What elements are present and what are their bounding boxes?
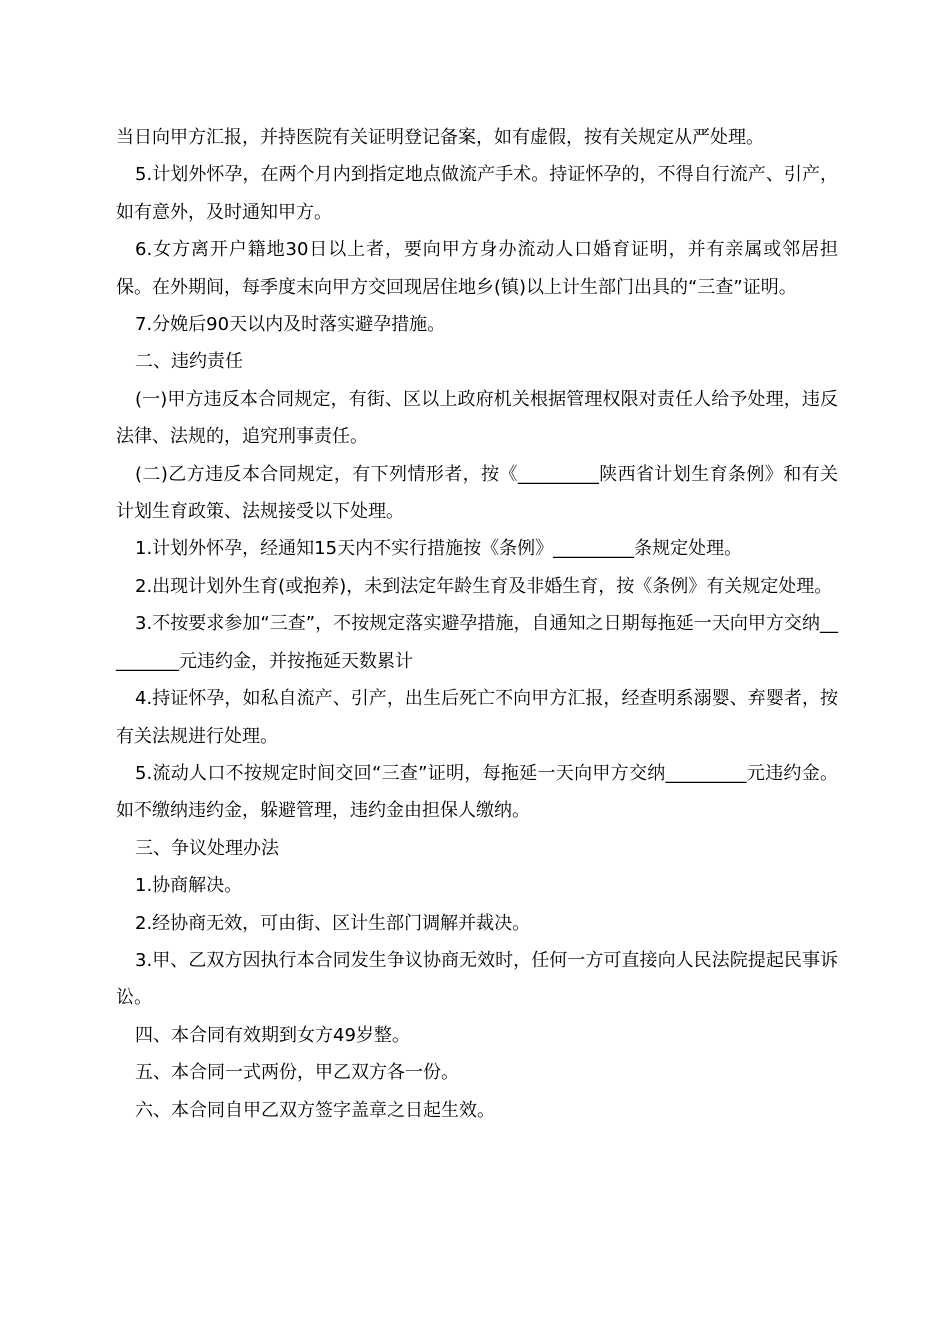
liability-item-2: 2.出现计划外生育(或抱养)，未到法定年龄生育及非婚生育，按《条例》有关规定处理。 [135, 575, 833, 597]
liability-item-1: 1.计划外怀孕，经通知15天内不实行措施按《条例》_________条规定处理。 [135, 538, 743, 560]
section-heading-effective: 六、本合同自甲乙双方签字盖章之日起生效。 [135, 1099, 495, 1121]
liability-item-5: 5.流动人口不按规定时间交回“三查”证明，每拖延一天向甲方交纳_________元违约金。如不缴纳违约金，躲避管理，违约金由担保人缴纳。 [116, 762, 838, 822]
document-page [116, 119, 838, 1129]
section-heading-copies: 五、本合同一式两份，甲乙双方各一份。 [135, 1062, 459, 1084]
liability-item-3: 3.不按要求参加“三查”，不按规定落实避孕措施，自通知之日期每拖延一天向甲方交纳_________元违约金，并按拖延天数累计 [116, 613, 838, 672]
section-heading-liability: 二、违约责任 [135, 351, 243, 373]
section-heading-validity: 四、本合同有效期到女方49岁整。 [135, 1024, 410, 1046]
liability-party-a: (一)甲方违反本合同规定，有街、区以上政府机关根据管理权限对责任人给予处理，违反法律、法规的，追究刑事责任。 [116, 388, 838, 448]
liability-item-4: 4.持证怀孕，如私自流产、引产，出生后死亡不向甲方汇报，经查明系溺婴、弃婴者，按有关法规进行处理。 [116, 688, 838, 747]
liability-party-b: (二)乙方违反本合同规定，有下列情形者，按《_________陕西省计划生育条例》和有关计划生育政策、法规接受以下处理。 [116, 463, 838, 523]
clause-7-contraception: 7.分娩后90天以内及时落实避孕措施。 [135, 314, 446, 336]
dispute-item-2: 2.经协商无效，可由街、区计生部门调解并裁决。 [135, 912, 531, 934]
paragraph-continuation: 当日向甲方汇报，并持医院有关证明登记备案，如有虚假，按有关规定从严处理。 [116, 127, 764, 148]
clause-6-migrant-certificate: 6.女方离开户籍地30日以上者，要向甲方身办流动人口婚育证明，并有亲属或邻居担保。在外期间，每季度末向甲方交回现居住地乡(镇)以上计生部门出具的“三查”证明。 [116, 239, 838, 298]
dispute-item-3: 3.甲、乙双方因执行本合同发生争议协商无效时，任何一方可直接向人民法院提起民事诉讼。 [116, 949, 838, 1009]
dispute-item-1: 1.协商解决。 [135, 875, 243, 897]
clause-5-unplanned-pregnancy: 5.计划外怀孕，在两个月内到指定地点做流产手术。持证怀孕的，不得自行流产、引产，如有意外，及时通知甲方。 [116, 164, 838, 223]
section-heading-disputes: 三、争议处理办法 [135, 837, 279, 859]
